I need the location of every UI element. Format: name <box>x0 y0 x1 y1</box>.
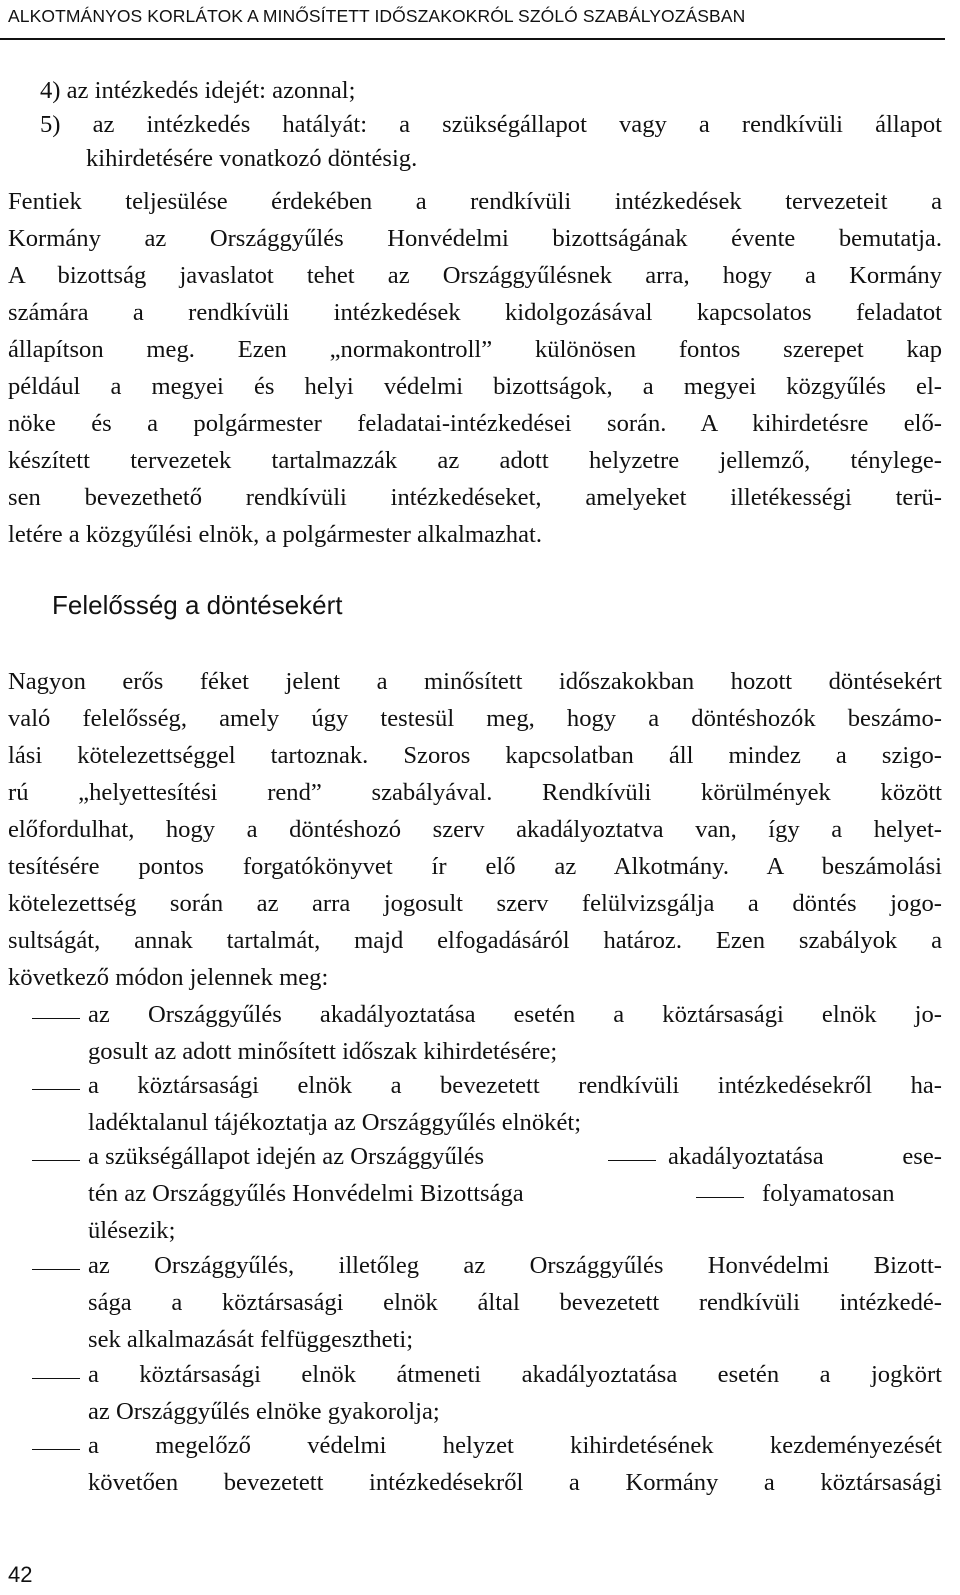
text-line: kötelezettség során az arra jogosult szerv felülvizsgálja a döntés jogo- <box>8 890 942 917</box>
list-item-line: ülésezik; <box>88 1217 176 1244</box>
list-item-5: 5) az intézkedés hatályát: a szükségállapot vagy a rendkívüli állapot <box>40 111 942 138</box>
list-item-line: követően bevezetett intézkedésekről a Kormány a köztársasági <box>88 1469 942 1496</box>
text-line: számára a rendkívüli intézkedések kidolgozásával kapcsolatos feladatot <box>8 299 942 326</box>
list-item-line: a köztársasági elnök a bevezetett rendkívüli intézkedésekről ha- <box>88 1072 942 1099</box>
section-heading: Felelősség a döntésekért <box>52 590 343 620</box>
list-item-line: ladéktalanul tájékoztatja az Országgyűlés elnökét; <box>88 1109 582 1136</box>
text-line: Fentiek teljesülése érdekében a rendkívüli intézkedések tervezeteit a <box>8 188 942 215</box>
list-item-line: az Országgyűlés elnöke gyakorolja; <box>88 1398 440 1425</box>
text-line: való felelősség, amely úgy testesül meg, hogy a döntéshozók beszámo- <box>8 705 942 732</box>
list-item-line: sek alkalmazását felfüggesztheti; <box>88 1326 414 1353</box>
list-item-line: folyamatosan <box>762 1180 895 1207</box>
text-line: tesítésére pontos forgatókönyvet ír elő az Alkotmány. A beszámolási <box>8 853 942 880</box>
running-header: ALKOTMÁNYOS KORLÁTOK A MINŐSÍTETT IDŐSZAKOKRÓL SZÓLÓ SZABÁLYOZÁSBAN <box>8 6 746 26</box>
list-item-4: 4) az intézkedés idejét: azonnal; <box>40 77 356 104</box>
list-item-line: az Országgyűlés akadályoztatása esetén a köztársasági elnök jo- <box>88 1001 942 1028</box>
text-line: lási kötelezettséggel tartoznak. Szoros kapcsolatban áll mindez a szigo- <box>8 742 942 769</box>
list-item-line: a köztársasági elnök átmeneti akadályoztatása esetén a jogkört <box>88 1361 942 1388</box>
list-item-line: gosult az adott minősített időszak kihirdetésére; <box>88 1038 558 1065</box>
header-rule <box>0 38 945 40</box>
list-item-line: a megelőző védelmi helyzet kihirdetésének kezdeményezését <box>88 1432 942 1459</box>
list-item-line: a szükségállapot idején az Országgyűlés <box>88 1143 485 1170</box>
list-item-line: tén az Országgyűlés Honvédelmi Bizottsága <box>88 1180 524 1207</box>
text-line: Nagyon erős féket jelent a minősített időszakokban hozott döntésekért <box>8 668 942 695</box>
dash-bullet <box>32 1160 80 1161</box>
dash-bullet <box>32 1089 80 1090</box>
dash-inline <box>696 1197 744 1198</box>
text-line: sultságát, annak tartalmát, majd elfogadásáról határoz. Ezen szabályok a <box>8 927 942 954</box>
text-line: sen bevezethető rendkívüli intézkedéseket, amelyeket illetékességi terü- <box>8 484 942 511</box>
text-line: készített tervezetek tartalmazzák az adott helyzetre jellemző, ténylege- <box>8 447 942 474</box>
text-line: állapítson meg. Ezen „normakontroll” különösen fontos szerepet kap <box>8 336 942 363</box>
page-number: 42 <box>8 1562 33 1587</box>
text-line: letére a közgyűlési elnök, a polgármester alkalmazhat. <box>8 521 543 548</box>
text-line: előfordulhat, hogy a döntéshozó szerv akadályoztatva van, így a helyet- <box>8 816 942 843</box>
dash-inline <box>608 1160 656 1161</box>
list-item-5-continued: kihirdetésére vonatkozó döntésig. <box>86 145 418 172</box>
text-line: rú „helyettesítési rend” szabályával. Rendkívüli körülmények között <box>8 779 942 806</box>
text-line: A bizottság javaslatot tehet az Országgyűlésnek arra, hogy a Kormány <box>8 262 942 289</box>
text-line: következő módon jelennek meg: <box>8 964 329 991</box>
list-item-line: az Országgyűlés, illetőleg az Országgyűlés Honvédelmi Bizott- <box>88 1252 942 1279</box>
text-line: például a megyei és helyi védelmi bizottságok, a megyei közgyűlés el- <box>8 373 942 400</box>
dash-bullet <box>32 1269 80 1270</box>
text-line: Kormány az Országgyűlés Honvédelmi bizottságának évente bemutatja. <box>8 225 942 252</box>
dash-bullet <box>32 1449 80 1450</box>
list-item-line: sága a köztársasági elnök által bevezetett rendkívüli intézkedé- <box>88 1289 942 1316</box>
dash-bullet <box>32 1378 80 1379</box>
list-item-line: akadályoztatása ese- <box>668 1143 942 1170</box>
text-line: nöke és a polgármester feladatai-intézkedései során. A kihirdetésre elő- <box>8 410 942 437</box>
dash-bullet <box>32 1018 80 1019</box>
